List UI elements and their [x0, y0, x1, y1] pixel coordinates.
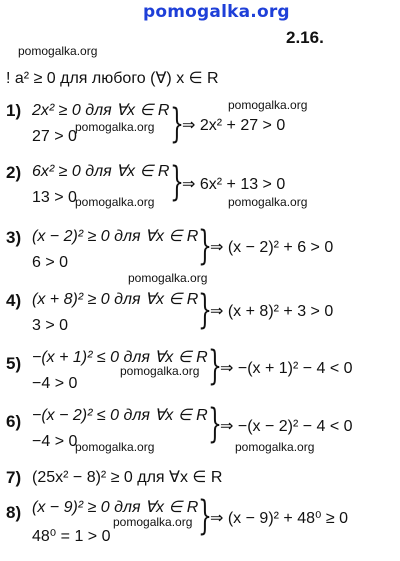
- brace: }: [198, 493, 212, 539]
- watermark: pomogalka.org: [128, 271, 208, 285]
- item-number: 5): [6, 354, 22, 373]
- item-condition: −(x − 2)² ≤ 0 для ∀x ∈ R: [32, 407, 208, 424]
- item-constant: 48⁰ = 1 > 0: [32, 528, 111, 545]
- item-condition: 2x² ≥ 0 для ∀x ∈ R: [32, 102, 170, 119]
- item-result: ⇒ (x − 9)² + 48⁰ ≥ 0: [210, 510, 348, 527]
- item-condition: (x + 8)² ≥ 0 для ∀x ∈ R: [32, 291, 199, 308]
- item-constant: −4 > 0: [32, 375, 78, 392]
- brace: }: [198, 223, 212, 269]
- item-result: ⇒ (x − 2)² + 6 > 0: [210, 239, 334, 256]
- brace: }: [198, 287, 212, 333]
- item-condition: (x − 2)² ≥ 0 для ∀x ∈ R: [32, 228, 199, 245]
- watermark: pomogalka.org: [18, 44, 98, 58]
- watermark: pomogalka.org: [120, 364, 200, 378]
- item-result: ⇒ (x + 8)² + 3 > 0: [210, 303, 334, 320]
- watermark-top: pomogalka.org: [143, 2, 290, 22]
- brace: }: [208, 401, 222, 447]
- item-number: 4): [6, 291, 22, 310]
- item-condition: 6x² ≥ 0 для ∀x ∈ R: [32, 163, 170, 180]
- watermark: pomogalka.org: [75, 440, 155, 454]
- item-number: 3): [6, 228, 22, 247]
- premise: ! a² ≥ 0 для любого (∀) x ∈ R: [6, 70, 219, 87]
- item-constant: −4 > 0: [32, 433, 78, 450]
- item-number: 7): [6, 468, 22, 487]
- item-number: 2): [6, 163, 22, 182]
- watermark: pomogalka.org: [75, 195, 155, 209]
- watermark: pomogalka.org: [235, 440, 315, 454]
- watermark: pomogalka.org: [113, 515, 193, 529]
- item-constant: 3 > 0: [32, 317, 69, 334]
- item-constant: 6 > 0: [32, 254, 69, 271]
- item-result: ⇒ 2x² + 27 > 0: [182, 117, 286, 134]
- brace: }: [170, 159, 184, 205]
- watermark: pomogalka.org: [75, 120, 155, 134]
- watermark: pomogalka.org: [228, 195, 308, 209]
- item-condition: (x − 9)² ≥ 0 для ∀x ∈ R: [32, 499, 199, 516]
- item-result: ⇒ −(x − 2)² − 4 < 0: [220, 418, 353, 435]
- item-number: 6): [6, 412, 22, 431]
- item-constant: 13 > 0: [32, 189, 77, 206]
- item-constant: 27 > 0: [32, 128, 77, 145]
- brace: }: [170, 101, 184, 147]
- brace: }: [208, 343, 222, 389]
- item-result: ⇒ −(x + 1)² − 4 < 0: [220, 360, 353, 377]
- watermark: pomogalka.org: [228, 98, 308, 112]
- item-condition: −(x + 1)² ≤ 0 для ∀x ∈ R: [32, 349, 208, 366]
- item-number: 1): [6, 101, 22, 120]
- item-condition: (25x² − 8)² ≥ 0 для ∀x ∈ R: [32, 469, 223, 486]
- problem-number: 2.16.: [286, 28, 324, 47]
- item-number: 8): [6, 503, 22, 522]
- item-result: ⇒ 6x² + 13 > 0: [182, 176, 286, 193]
